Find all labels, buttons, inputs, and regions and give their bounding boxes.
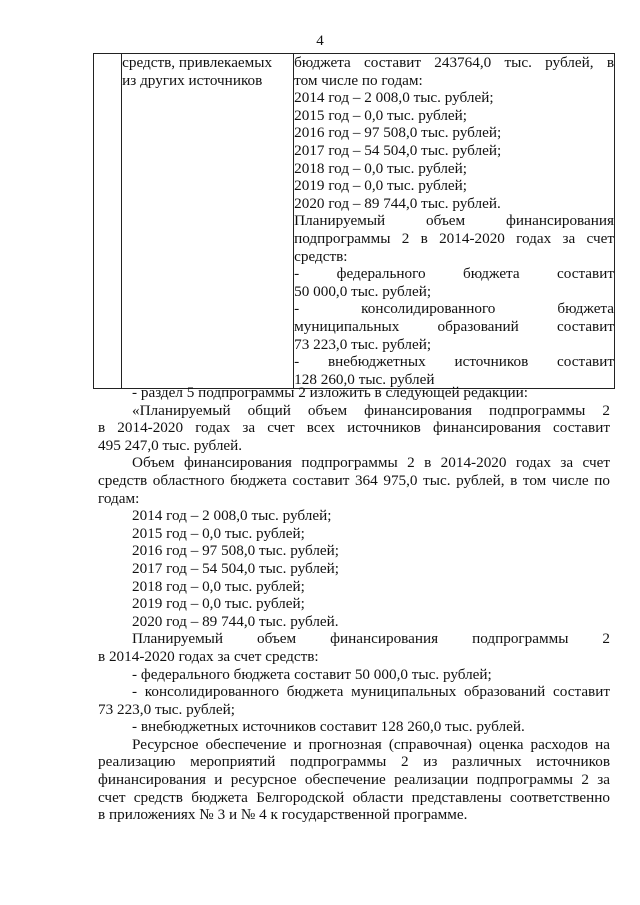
paragraph-line: Планируемый объем финансирования подпрограммы 2 <box>132 630 610 648</box>
paragraph-line: средств областного бюджета составит 364 975,0 тыс. рублей, в том числе по <box>98 471 610 489</box>
paragraph-line: «Планируемый общий объем финансирования подпрограммы 2 <box>132 401 610 419</box>
table-cell-number <box>94 54 122 389</box>
paragraph-line: реализацию мероприятий подпрограммы 2 из различных источников <box>98 753 610 771</box>
table-desc-line: бюджета составит 243764,0 тыс. рублей, в <box>294 54 614 71</box>
paragraph-line: в 2014-2020 годах за счет всех источников финансирования составит <box>98 419 610 437</box>
table-name-line: средств, привлекаемых <box>122 54 273 71</box>
document-body <box>98 384 610 824</box>
page-number: 4 <box>316 33 324 49</box>
paragraph-line: финансирования и ресурсное обеспечение реализации подпрограммы 2 за <box>98 771 610 789</box>
source-line: - внебюджетных источников составит 128 260,0 тыс. рублей. <box>132 718 525 736</box>
paragraph-line: Ресурсное обеспечение и прогнозная (справочная) оценка расходов на <box>132 735 610 753</box>
table-year-line: 2016 год – 97 508,0 тыс. рублей; <box>294 124 502 142</box>
table-desc-line: том числе по годам: <box>294 71 423 89</box>
paragraph-line: годам: <box>98 489 140 507</box>
paragraph-line: в 2014-2020 годах за счет средств: <box>98 647 319 665</box>
table-year-line: 2018 год – 0,0 тыс. рублей; <box>294 159 467 177</box>
table-year-line: 2020 год – 89 744,0 тыс. рублей. <box>294 194 501 212</box>
table-desc-line: - внебюджетных источников составит <box>294 353 614 371</box>
table-cell-name <box>122 54 294 389</box>
year-line: 2019 год – 0,0 тыс. рублей; <box>132 595 305 613</box>
paragraph-line: счет средств бюджета Белгородской области представлены соответственно <box>98 788 610 806</box>
year-line: 2017 год – 54 504,0 тыс. рублей; <box>132 559 340 577</box>
table-year-line: 2017 год – 54 504,0 тыс. рублей; <box>294 141 502 159</box>
table-desc-line: 50 000,0 тыс. рублей; <box>294 282 432 300</box>
table-year-line: 2019 год – 0,0 тыс. рублей; <box>294 177 467 195</box>
financing-table <box>93 53 615 389</box>
table-desc-line: подпрограммы 2 в 2014-2020 годах за счет <box>294 229 614 247</box>
year-line: 2020 год – 89 744,0 тыс. рублей. <box>132 612 339 630</box>
table-name-line: из других источников <box>122 71 263 89</box>
paragraph-line: Объем финансирования подпрограммы 2 в 2014-2020 годах за счет <box>132 454 610 472</box>
year-line: 2016 год – 97 508,0 тыс. рублей; <box>132 542 340 560</box>
source-line: 73 223,0 тыс. рублей; <box>98 700 235 718</box>
table-cell-description <box>294 54 615 389</box>
source-line: - федерального бюджета составит 50 000,0 тыс. рублей; <box>132 665 492 683</box>
table-desc-line: Планируемый объем финансирования <box>294 212 614 230</box>
source-line: - консолидированного бюджета муниципальных образований составит <box>132 683 610 701</box>
paragraph-line: 495 247,0 тыс. рублей. <box>98 436 243 454</box>
table-desc-line: 128 260,0 тыс. рублей <box>294 370 435 388</box>
table-desc-line: - федерального бюджета составит <box>294 265 614 283</box>
year-line: 2014 год – 2 008,0 тыс. рублей; <box>132 507 332 525</box>
table-desc-line: средств: <box>294 247 348 265</box>
year-line: 2015 год – 0,0 тыс. рублей; <box>132 524 305 542</box>
table-desc-line: - консолидированного бюджета <box>294 300 614 318</box>
table-desc-line: муниципальных образований составит <box>294 317 614 335</box>
table-year-line: 2015 год – 0,0 тыс. рублей; <box>294 106 467 124</box>
table-desc-line: 73 223,0 тыс. рублей; <box>294 335 432 353</box>
year-line: 2018 год – 0,0 тыс. рублей; <box>132 577 305 595</box>
table-row <box>94 54 615 389</box>
table-year-line: 2014 год – 2 008,0 тыс. рублей; <box>294 89 494 107</box>
paragraph-line: в приложениях № 3 и № 4 к государственной программе. <box>98 806 468 824</box>
section-intro: - раздел 5 подпрограммы 2 изложить в следующей редакции: <box>132 384 528 401</box>
